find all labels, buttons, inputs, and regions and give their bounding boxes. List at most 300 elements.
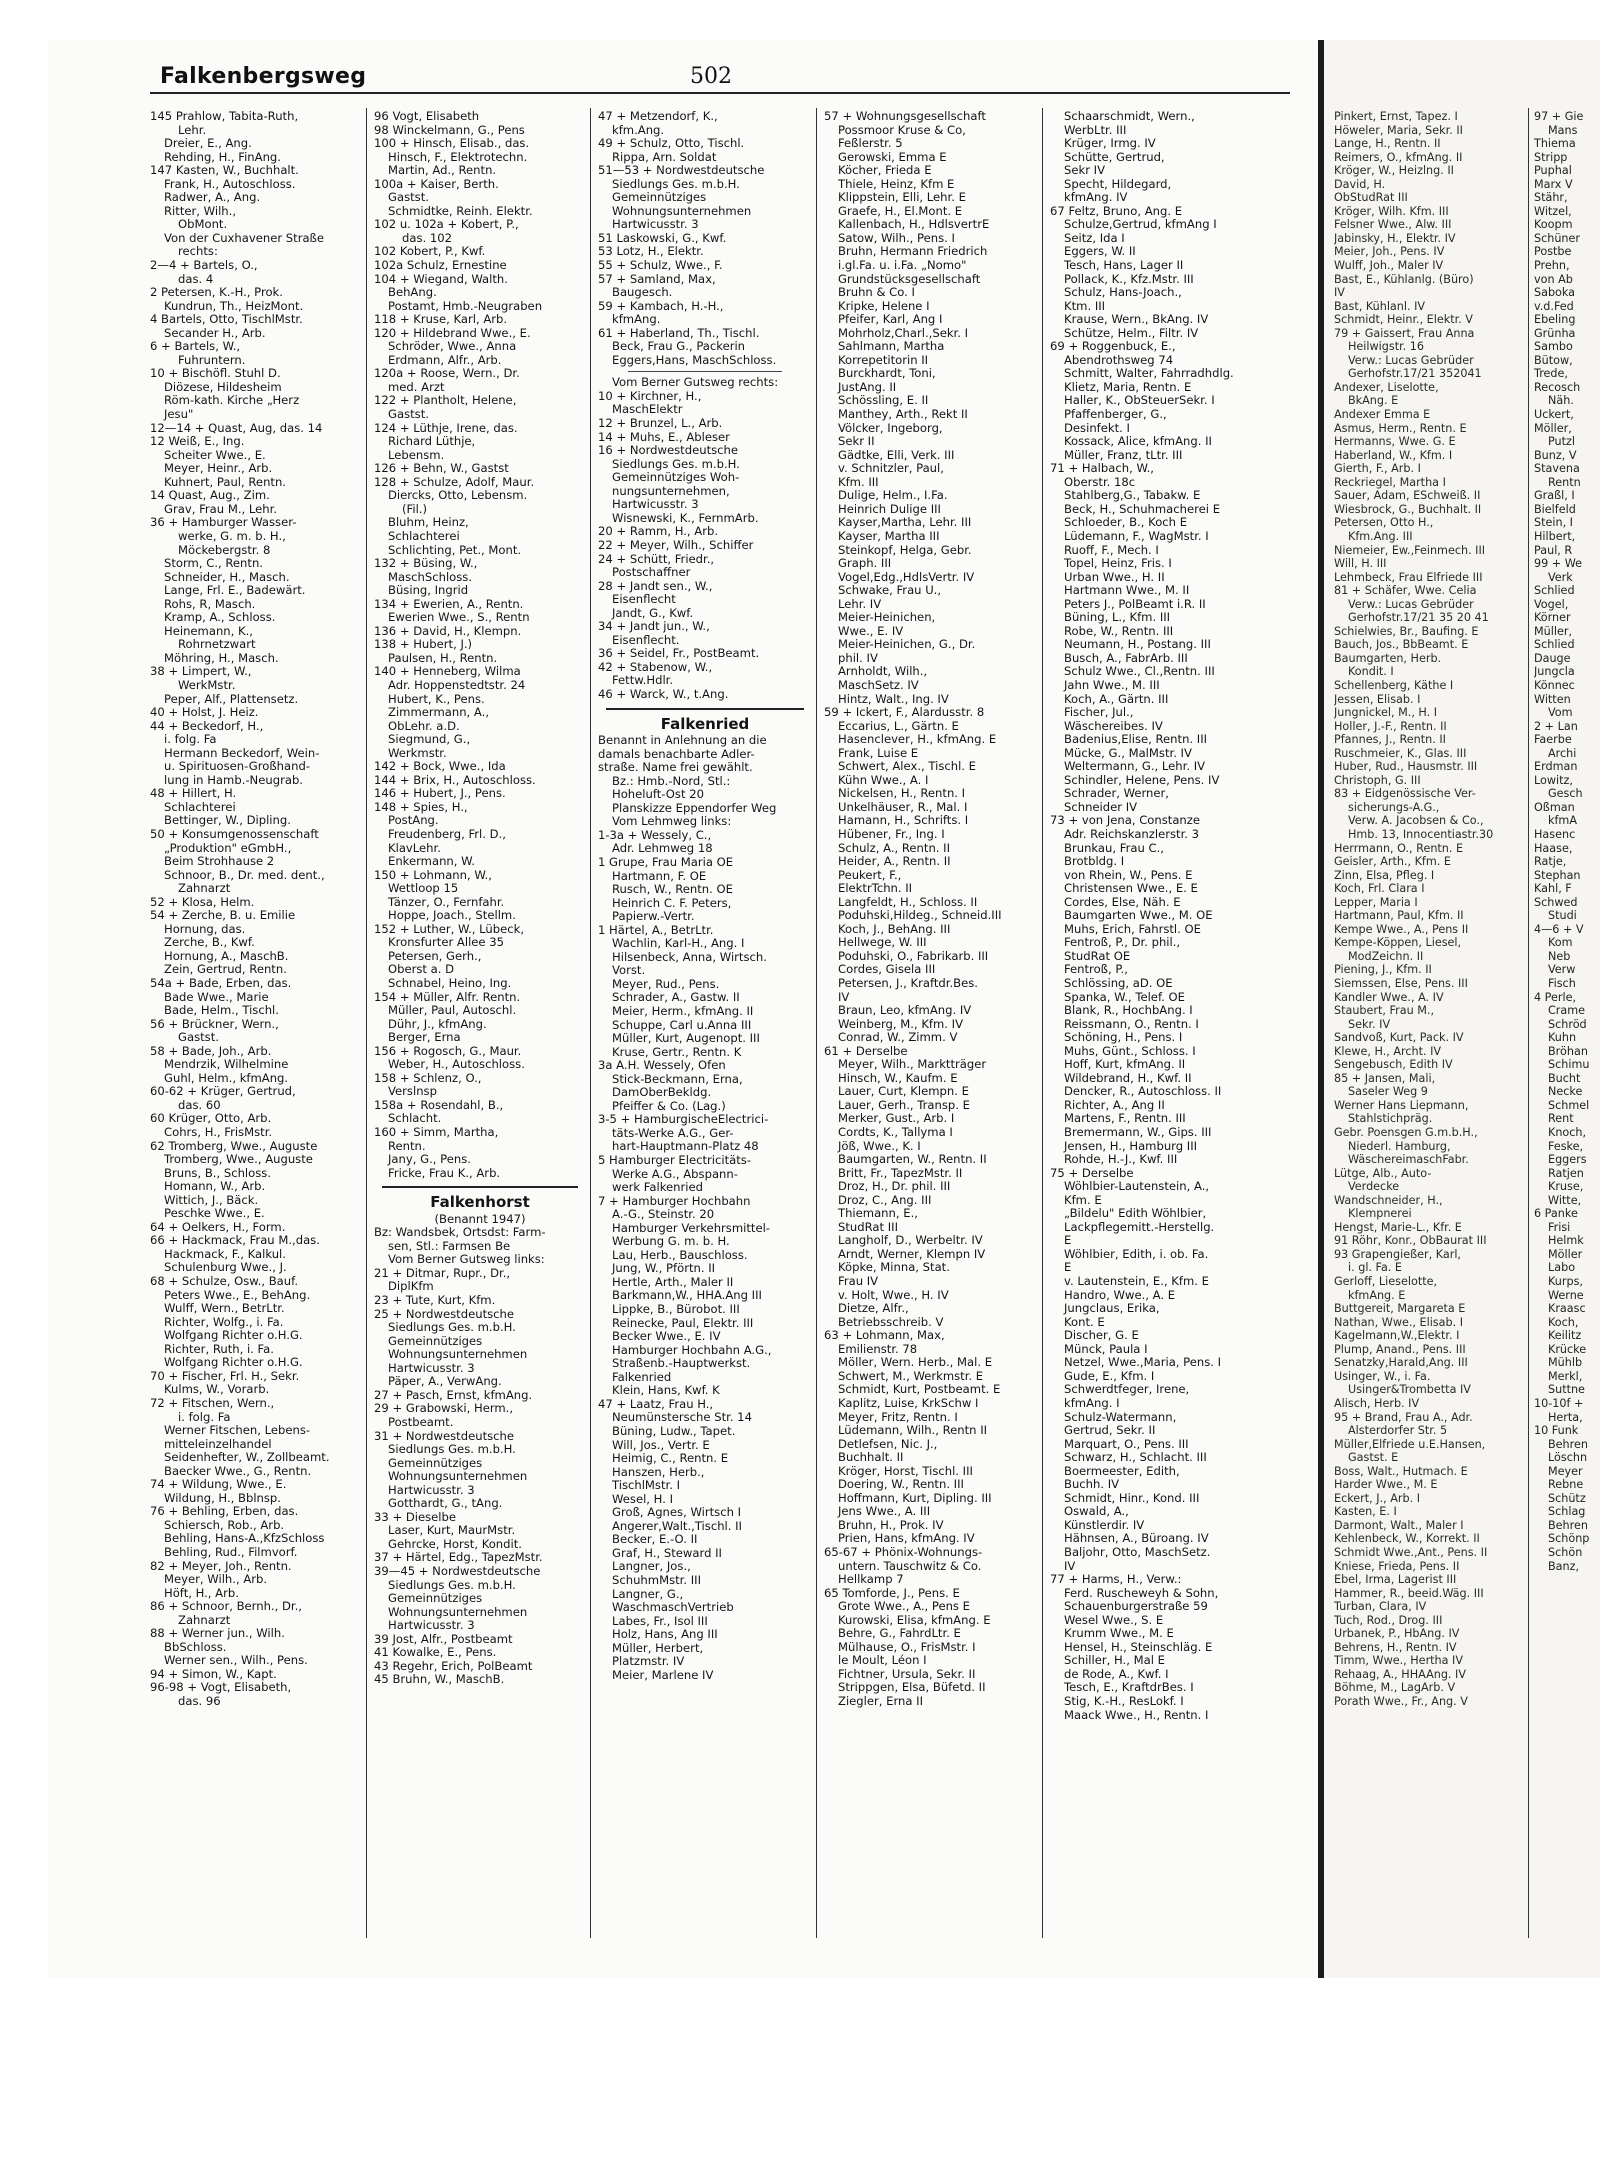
directory-entry: Kurps, bbox=[1548, 1275, 1583, 1289]
directory-entry: Hamburger Hochbahn A.G., bbox=[612, 1343, 772, 1357]
directory-entry: Schulze,Gertrud, kfmAng I bbox=[1064, 218, 1217, 232]
directory-entry: Zinn, Elsa, Pfleg. I bbox=[1334, 868, 1435, 882]
directory-entry: Buttgereit, Margareta E bbox=[1334, 1302, 1466, 1316]
directory-entry: rechts: bbox=[178, 245, 218, 259]
directory-entry: Schulenburg Wwe., J. bbox=[164, 1261, 287, 1275]
directory-entry: 72 + Fitschen, Wern., bbox=[150, 1396, 275, 1410]
directory-entry: 46 + Warck, W., t.Ang. bbox=[598, 687, 729, 701]
directory-entry: 4 Bartels, Otto, TischlMstr. bbox=[150, 313, 303, 327]
directory-entry: Erdman bbox=[1534, 760, 1578, 774]
directory-entry: Wiesbrock, G., Buchhalt. II bbox=[1334, 502, 1482, 516]
directory-entry: E bbox=[1064, 1234, 1072, 1248]
directory-entry: Helmk bbox=[1548, 1234, 1584, 1248]
street-header: Falkenbergsweg bbox=[160, 64, 367, 89]
directory-entry: Reckriegel, Martha I bbox=[1334, 475, 1446, 489]
directory-entry: 154 + Müller, Alfr. Rentn. bbox=[374, 990, 521, 1004]
directory-entry: 40 + Holst, J. Heiz. bbox=[150, 706, 259, 720]
directory-entry: Klietz, Maria, Rentn. E bbox=[1064, 380, 1192, 394]
directory-entry: Grundstücksgesellschaft bbox=[838, 272, 981, 286]
directory-entry: Schulz Wwe., Cl.,Rentn. III bbox=[1064, 665, 1215, 679]
directory-entry: A.-G., Steinstr. 20 bbox=[612, 1208, 715, 1222]
directory-entry: Schönp bbox=[1548, 1532, 1590, 1546]
directory-entry: Müller,Elfriede u.E.Hansen, bbox=[1334, 1437, 1486, 1451]
directory-entry: ObLehr. a.D. bbox=[388, 719, 460, 733]
directory-entry: Schmitt, Walter, Fahrradhdlg. bbox=[1064, 367, 1234, 381]
directory-entry: sen, Stl.: Farmsen Be bbox=[388, 1239, 511, 1253]
directory-entry: Verw. A. Jacobsen & Co., bbox=[1348, 814, 1484, 828]
directory-entry: E bbox=[1064, 1261, 1072, 1275]
directory-entry: 14 Quast, Aug., Zim. bbox=[150, 489, 270, 503]
directory-entry: Fichtner, Ursula, Sekr. II bbox=[838, 1667, 976, 1681]
directory-entry: Peukert, F., bbox=[838, 868, 902, 882]
directory-entry: Wildung, H., Bblnsp. bbox=[164, 1491, 281, 1505]
directory-entry: Thiema bbox=[1534, 137, 1576, 151]
directory-entry: Braun, Leo, kfmAng. IV bbox=[838, 1004, 972, 1018]
directory-entry: Schön bbox=[1548, 1545, 1583, 1559]
directory-entry: 102a Schulz, Ernestine bbox=[374, 259, 507, 273]
directory-entry: Muhs, Günt., Schloss. I bbox=[1064, 1044, 1196, 1058]
directory-entry: Siedlungs Ges. m.b.H. bbox=[612, 457, 740, 471]
directory-entry: Tänzer, O., Fernfahr. bbox=[388, 895, 505, 909]
directory-entry: Kossack, Alice, kfmAng. II bbox=[1064, 435, 1212, 449]
directory-entry: Meier, Herm., kfmAng. II bbox=[612, 1005, 754, 1018]
directory-entry: Oswald, A., bbox=[1064, 1505, 1129, 1519]
directory-entry: u. Spirituosen-Großhand- bbox=[164, 760, 310, 774]
directory-entry: 43 Regehr, Erich, PolBeamt bbox=[374, 1659, 533, 1673]
directory-entry: Graßl, I bbox=[1534, 489, 1575, 503]
directory-entry: Koch, J., BehAng. III bbox=[838, 922, 951, 936]
directory-entry: Schneider IV bbox=[1064, 800, 1138, 814]
directory-entry: von Rhein, W., Pens. E bbox=[1064, 868, 1193, 882]
directory-entry: Schütze, Helm., Filtr. IV bbox=[1064, 326, 1199, 340]
directory-entry: Lehmbeck, Frau Elfriede III bbox=[1334, 570, 1483, 584]
directory-entry: WäschereimaschFabr. bbox=[1348, 1153, 1469, 1167]
directory-entry: Bruhn, H., Prok. IV bbox=[838, 1518, 944, 1532]
directory-entry: Hähnsen, A., Büroang. IV bbox=[1064, 1532, 1209, 1546]
directory-entry: Merker, Gust., Arb. I bbox=[838, 1112, 955, 1126]
directory-entry: Hartmann, Paul, Kfm. II bbox=[1334, 909, 1464, 923]
directory-entry: Robe, W., Rentn. III bbox=[1064, 624, 1174, 638]
directory-entry: 60-62 + Krüger, Gertrud, bbox=[150, 1085, 296, 1099]
directory-entry: Stripp bbox=[1534, 150, 1568, 164]
directory-entry: Hellkamp 7 bbox=[838, 1573, 904, 1587]
directory-entry: 75 + Derselbe bbox=[1050, 1166, 1134, 1180]
directory-entry: Meier-Heinichen, bbox=[838, 611, 936, 625]
directory-entry: Ziegler, Erna II bbox=[838, 1694, 924, 1708]
directory-entry: Büning, Ludw., Tapet. bbox=[612, 1424, 736, 1438]
directory-entry: Gude, E., Kfm. I bbox=[1064, 1369, 1155, 1383]
directory-entry: Kondit. I bbox=[1348, 665, 1394, 679]
directory-entry: Necke bbox=[1548, 1085, 1583, 1099]
directory-entry: Plump, Anand., Pens. III bbox=[1334, 1342, 1466, 1356]
directory-entry: Sandvoß, Kurt, Pack. IV bbox=[1334, 1031, 1464, 1045]
directory-entry: sicherungs-A.G., bbox=[1348, 800, 1440, 814]
directory-entry: Will, Jos., Vertr. E bbox=[612, 1438, 710, 1452]
directory-entry: Keilitz bbox=[1548, 1329, 1582, 1343]
directory-entry: Pollack, K., Kfz.Mstr. III bbox=[1064, 272, 1194, 286]
directory-entry: Höft, H., Arb. bbox=[164, 1586, 239, 1600]
directory-entry: Hoppe, Joach., Stellm. bbox=[388, 909, 516, 923]
directory-entry: 63 + Lohmann, Max, bbox=[824, 1329, 945, 1343]
directory-entry: Bremermann, W., Gips. III bbox=[1064, 1126, 1212, 1140]
street-section-title: Falkenried bbox=[660, 714, 750, 733]
directory-entry: Bast, E., Kühlanlg. (Büro) bbox=[1334, 272, 1474, 286]
directory-entry: Desinfekt. I bbox=[1064, 421, 1130, 435]
directory-entry: Heinrich Dulige III bbox=[838, 502, 941, 516]
directory-entry: Christoph, G. III bbox=[1334, 773, 1421, 787]
directory-entry: Schwake, Frau U., bbox=[838, 584, 942, 598]
directory-entry: PostAng. bbox=[388, 814, 439, 828]
directory-entry: Schloeder, B., Koch E bbox=[1064, 516, 1188, 530]
directory-entry: Steinkopf, Helga, Gebr. bbox=[838, 543, 972, 557]
section-rule bbox=[606, 708, 804, 710]
directory-entry: Fisch bbox=[1548, 977, 1576, 990]
directory-entry: Eckert, J., Arb. I bbox=[1334, 1491, 1421, 1505]
directory-entry: Petersen, Otto H., bbox=[1334, 516, 1434, 530]
column-divider bbox=[1528, 108, 1529, 1938]
directory-entry: 14 + Muhs, E., Ableser bbox=[598, 430, 730, 444]
directory-entry: Wisnewski, K., FernmArb. bbox=[612, 511, 759, 525]
directory-entry: Saseler Weg 9 bbox=[1348, 1085, 1428, 1099]
directory-entry: nungsunternehmen, bbox=[612, 484, 730, 498]
directory-entry: Haberland, W., Kfm. I bbox=[1334, 448, 1453, 462]
directory-entry: Turban, Clara, IV bbox=[1334, 1600, 1427, 1614]
directory-entry: Hermanns, Wwe. G. E bbox=[1334, 435, 1456, 449]
directory-entry: 2 Petersen, K.-H., Prok. bbox=[150, 286, 283, 300]
directory-entry: 28 + Jandt sen., W., bbox=[598, 579, 713, 593]
directory-entry: Knoch, bbox=[1548, 1126, 1587, 1140]
directory-entry: Boermeester, Edith, bbox=[1064, 1464, 1180, 1478]
directory-entry: Münck, Paula I bbox=[1064, 1342, 1148, 1356]
directory-entry: Hintz, Walt., Ing. IV bbox=[838, 692, 949, 706]
directory-entry: straße. Name frei gewählt. bbox=[598, 761, 753, 775]
directory-entry: Peper, Alf., Plattensetz. bbox=[164, 692, 299, 706]
directory-entry: von Ab bbox=[1534, 272, 1573, 286]
directory-entry: Scheiter Wwe., E. bbox=[164, 448, 266, 462]
directory-entry: Baumgarten, W., Rentn. II bbox=[838, 1153, 987, 1167]
directory-entry: Meyer bbox=[1548, 1464, 1583, 1478]
directory-entry: 91 Röhr, Konr., ObBaurat III bbox=[1334, 1234, 1487, 1248]
directory-entry: 20 + Ramm, H., Arb. bbox=[598, 525, 719, 539]
directory-entry: Zahnarzt bbox=[178, 882, 231, 896]
directory-entry: Staubert, Frau M., bbox=[1334, 1004, 1435, 1018]
directory-entry: Schmidtke, Reinh. Elektr. bbox=[388, 204, 533, 218]
directory-entry: Postamt, Hmb.-Neugraben bbox=[388, 299, 543, 313]
directory-entry: Baumgarten, Herb. bbox=[1334, 651, 1442, 665]
directory-entry: Schlag bbox=[1548, 1505, 1586, 1519]
directory-entry: Detlefsen, Nic. J., bbox=[838, 1437, 938, 1451]
directory-entry: Rehaag, A., HHAAng. IV bbox=[1334, 1667, 1466, 1681]
directory-entry: Studi bbox=[1548, 909, 1577, 923]
directory-entry: 52 + Klosa, Helm. bbox=[150, 895, 255, 909]
directory-entry: Kempe Wwe., A., Pens II bbox=[1334, 922, 1469, 936]
directory-entry: Schütte, Gertrud, bbox=[1064, 150, 1165, 164]
directory-entry: Schuppe, Carl u.Anna III bbox=[612, 1018, 752, 1032]
directory-entry: Schlachterei bbox=[164, 800, 236, 814]
directory-entry: Wettloop 15 bbox=[388, 882, 459, 896]
directory-entry: 59 + Kambach, H.-H., bbox=[598, 299, 724, 313]
directory-entry: 36 + Seidel, Fr., PostBeamt. bbox=[598, 647, 760, 661]
directory-entry: Paulsen, H., Rentn. bbox=[388, 651, 498, 665]
directory-entry: Büsing, Ingrid bbox=[388, 584, 469, 598]
directory-entry: 25 + Nordwestdeutsche bbox=[374, 1307, 515, 1321]
directory-entry: 124 + Lüthje, Irene, das. bbox=[374, 421, 518, 435]
directory-entry: Boss, Walt., Hutmach. E bbox=[1334, 1464, 1468, 1478]
directory-entry: Meier, Joh., Pens. IV bbox=[1334, 245, 1445, 259]
directory-entry: Puphal bbox=[1534, 164, 1572, 178]
directory-entry: Kfm. E bbox=[1064, 1193, 1102, 1207]
directory-entry: 47 + Laatz, Frau H., bbox=[598, 1397, 714, 1411]
directory-entry: MaschElektr bbox=[612, 403, 683, 417]
directory-entry: Hartwicusstr. 3 bbox=[612, 218, 699, 232]
directory-entry: 96-98 + Vogt, Elisabeth, bbox=[150, 1681, 292, 1695]
directory-entry: Körner bbox=[1534, 611, 1571, 625]
directory-entry: Hornung, das. bbox=[164, 922, 246, 936]
directory-entry: Neb bbox=[1548, 949, 1571, 963]
directory-entry: Papierw.-Vertr. bbox=[612, 910, 695, 924]
directory-entry: Lauer, Gerh., Transp. E bbox=[838, 1098, 970, 1112]
directory-entry: Kempe-Köppen, Liesel, bbox=[1334, 936, 1462, 950]
directory-entry: Hellwege, W. III bbox=[838, 936, 927, 950]
directory-entry: Heilwigstr. 16 bbox=[1348, 340, 1425, 354]
directory-entry: Alsterdorfer Str. 5 bbox=[1348, 1424, 1448, 1438]
directory-entry: Lange, Frl. E., Badewärt. bbox=[164, 584, 306, 598]
directory-entry: 150 + Lohmann, W., bbox=[374, 868, 492, 882]
directory-entry: MaschSetz. IV bbox=[838, 678, 919, 692]
directory-entry: 10 + Kirchner, H., bbox=[598, 389, 702, 403]
directory-entry: Wöhlbier, Edith, i. ob. Fa. bbox=[1064, 1247, 1209, 1261]
directory-entry: Doering, W., Rentn. III bbox=[838, 1478, 964, 1492]
directory-entry: 97 + Gie bbox=[1534, 110, 1584, 123]
directory-entry: Strippgen, Elsa, Büfetd. II bbox=[838, 1681, 986, 1695]
directory-entry: Abendrothsweg 74 bbox=[1064, 353, 1174, 367]
directory-entry: 27 + Pasch, Ernst, kfmAng. bbox=[374, 1388, 533, 1402]
directory-entry: Möller bbox=[1548, 1247, 1583, 1261]
directory-entry: 71 + Halbach, W., bbox=[1050, 462, 1154, 476]
directory-entry: Böhme, M., LagArb. V bbox=[1334, 1681, 1456, 1695]
directory-entry: 104 + Wiegand, Walth. bbox=[374, 272, 508, 286]
directory-entry: Ktm. III bbox=[1064, 299, 1106, 313]
directory-entry: Gerloff, Lieselotte, bbox=[1334, 1275, 1438, 1289]
directory-entry: das. 60 bbox=[178, 1098, 221, 1112]
directory-entry: Kagelmann,W.,Elektr. I bbox=[1334, 1329, 1460, 1343]
directory-entry: 66 + Hackmack, Frau M.,das. bbox=[150, 1234, 320, 1248]
directory-entry: Kfm.Ang. III bbox=[1348, 529, 1413, 543]
directory-entry: kfmAng. bbox=[612, 313, 661, 327]
directory-entry: Hmb. 13, Innocentiastr.30 bbox=[1348, 827, 1494, 841]
directory-entry: untern. Tauschwitz & Co. bbox=[838, 1559, 982, 1573]
directory-entry: Wolfgang Richter o.H.G. bbox=[164, 1356, 303, 1370]
directory-entry: Lepper, Maria I bbox=[1334, 895, 1418, 909]
directory-entry: Hermann Beckedorf, Wein- bbox=[164, 746, 320, 760]
directory-entry: Hoheluft-Ost 20 bbox=[612, 788, 704, 802]
directory-entry: v.d.Fed bbox=[1534, 299, 1574, 313]
directory-entry: 39 Jost, Alfr., Postbeamt bbox=[374, 1632, 513, 1646]
directory-entry: 98 Winckelmann, G., Pens bbox=[374, 123, 525, 137]
directory-entry: Siemssen, Else, Pens. III bbox=[1334, 977, 1468, 990]
directory-entry: phil. IV bbox=[838, 651, 878, 665]
directory-entry: Bruhn, Hermann Friedrich bbox=[838, 245, 988, 259]
directory-entry: Koopm bbox=[1534, 218, 1573, 232]
directory-entry: Jesu" bbox=[164, 408, 194, 422]
directory-entry: JustAng. II bbox=[838, 380, 897, 394]
directory-entry: Verw.: Lucas Gebrüder bbox=[1348, 597, 1474, 611]
directory-entry: Blank, R., HochbAng. I bbox=[1064, 1004, 1193, 1018]
directory-entry: Reinecke, Paul, Elektr. III bbox=[612, 1316, 754, 1330]
directory-entry: 120a + Roose, Wern., Dr. bbox=[374, 367, 520, 381]
directory-entry: Meier-Heinichen, G., Dr. bbox=[838, 638, 976, 652]
directory-entry: WerkMstr. bbox=[178, 678, 236, 692]
directory-entry: Eggers bbox=[1548, 1153, 1587, 1167]
directory-entry: Lowitz, bbox=[1534, 773, 1573, 787]
directory-entry: Lebensm. bbox=[388, 448, 445, 462]
directory-entry: Jany, G., Pens. bbox=[388, 1153, 471, 1167]
directory-entry: Vom Lehmweg links: bbox=[612, 815, 732, 829]
directory-entry: Britt, Fr., TapezMstr. II bbox=[838, 1166, 963, 1180]
directory-entry: Ebeling bbox=[1534, 313, 1576, 327]
directory-entry: Vogel, bbox=[1534, 597, 1569, 611]
directory-entry: Maack Wwe., H., Rentn. I bbox=[1064, 1708, 1209, 1722]
directory-entry: Ratjen bbox=[1548, 1166, 1584, 1180]
directory-entry: Stähr, bbox=[1534, 191, 1568, 205]
directory-entry: Lüdemann, F., WagMstr. I bbox=[1064, 529, 1209, 543]
directory-entry: 39—45 + Nordwestdeutsche bbox=[374, 1564, 541, 1578]
directory-entry: Schimu bbox=[1548, 1058, 1590, 1072]
directory-entry: 160 + Simm, Martha, bbox=[374, 1126, 499, 1140]
directory-entry: 134 + Ewerien, A., Rentn. bbox=[374, 597, 524, 611]
directory-entry: 2—4 + Bartels, O., bbox=[150, 259, 258, 273]
directory-entry: Huber, Rud., Hausmstr. III bbox=[1334, 760, 1478, 774]
directory-entry: Hoff, Kurt, kfmAng. II bbox=[1064, 1058, 1186, 1072]
directory-entry: Rentn bbox=[1548, 475, 1581, 489]
directory-entry: Jungcla bbox=[1534, 665, 1575, 679]
directory-entry: Postbeamt. bbox=[388, 1415, 454, 1429]
directory-entry: 1 Grupe, Frau Maria OE bbox=[598, 855, 734, 869]
directory-entry: 96 Vogt, Elisabeth bbox=[374, 110, 480, 123]
directory-entry: Kfm. III bbox=[838, 475, 879, 489]
directory-entry: Schauenburgerstraße 59 bbox=[1064, 1600, 1208, 1614]
directory-entry: Kurowski, Elisa, kfmAng. E bbox=[838, 1613, 991, 1627]
directory-entry: Sekr IV bbox=[1064, 164, 1106, 178]
directory-entry: Wohnungsunternehmen bbox=[388, 1605, 528, 1619]
directory-entry: StudRat OE bbox=[1064, 949, 1131, 963]
directory-entry: Stahlberg,G., Tabakw. E bbox=[1064, 489, 1201, 503]
directory-entry: Behling, Hans-A.,KfzSchloss bbox=[164, 1532, 325, 1546]
directory-entry: 156 + Rogosch, G., Maur. bbox=[374, 1044, 522, 1058]
directory-column-3 bbox=[598, 110, 812, 1950]
directory-entry: Fentroß, P., Dr. phil., bbox=[1064, 936, 1181, 950]
directory-entry: 126 + Behn, W., Gastst bbox=[374, 462, 509, 476]
directory-entry: Meyer, Fritz, Rentn. I bbox=[838, 1410, 958, 1424]
directory-entry: 21 + Ditmar, Rupr., Dr., bbox=[374, 1266, 511, 1280]
directory-entry: Laser, Kurt, MaurMstr. bbox=[388, 1524, 516, 1538]
directory-entry: 136 + David, H., Klempn. bbox=[374, 624, 522, 638]
directory-entry: 64 + Oelkers, H., Form. bbox=[150, 1220, 286, 1234]
directory-entry: Eisenflecht. bbox=[612, 633, 680, 647]
directory-entry: Haller, K., ObSteuerSekr. I bbox=[1064, 394, 1215, 408]
directory-entry: Lüdemann, Wilh., Rentn II bbox=[838, 1424, 988, 1438]
directory-entry: Kayser, Martha III bbox=[838, 529, 940, 543]
directory-entry: Vorst. bbox=[612, 964, 646, 978]
directory-entry: Martin, Ad., Rentn. bbox=[388, 164, 497, 178]
directory-entry: Muhs, Erich, Fahrstl. OE bbox=[1064, 922, 1201, 936]
directory-entry: Urban Wwe., H. II bbox=[1064, 570, 1165, 584]
directory-entry: Neumann, H., Postang. III bbox=[1064, 638, 1211, 652]
directory-entry: Schnoor, B., Dr. med. dent., bbox=[164, 868, 325, 882]
directory-entry: Werkmstr. bbox=[388, 746, 447, 760]
directory-entry: Mücke, G., MalMstr. IV bbox=[1064, 746, 1192, 760]
directory-entry: Saboka bbox=[1534, 286, 1576, 300]
directory-entry: Gastst. bbox=[388, 408, 429, 422]
directory-entry: Pinkert, Ernst, Tapez. I bbox=[1334, 110, 1458, 123]
directory-entry: Graph. III bbox=[838, 557, 892, 571]
directory-entry: „Bildelu" Edith Wöhlbier, bbox=[1064, 1207, 1207, 1221]
directory-entry: Könnec bbox=[1534, 678, 1575, 692]
directory-entry: Dühr, J., kfmAng. bbox=[388, 1017, 487, 1031]
directory-entry: Diercks, Otto, Lebensm. bbox=[388, 489, 528, 503]
directory-entry: Zein, Gertrud, Rentn. bbox=[164, 963, 287, 977]
directory-entry: Bütow, bbox=[1534, 353, 1573, 367]
page-number: 502 bbox=[690, 64, 732, 89]
column-divider bbox=[1042, 108, 1043, 1938]
right-page-edge-column bbox=[1534, 110, 1600, 1950]
directory-entry: Schmel bbox=[1548, 1098, 1590, 1112]
directory-entry: Wittich, J., Bäck. bbox=[164, 1193, 259, 1207]
directory-entry: Radwer, A., Ang. bbox=[164, 191, 261, 205]
directory-entry: Buchh. IV bbox=[1064, 1478, 1120, 1492]
directory-entry: Meyer, Wilh., Marktträger bbox=[838, 1058, 987, 1072]
directory-entry: 140 + Henneberg, Wilma bbox=[374, 665, 521, 679]
directory-entry: Christensen Wwe., E. E bbox=[1064, 882, 1198, 896]
directory-entry: Klein, Hans, Kwf. K bbox=[612, 1384, 720, 1398]
directory-entry: i. gl. Fa. E bbox=[1348, 1261, 1402, 1275]
directory-entry: Weinberg, M., Kfm. IV bbox=[838, 1017, 964, 1031]
directory-entry: 57 + Samland, Max, bbox=[598, 272, 716, 286]
directory-entry: Bz: Wandsbek, Ortsdst: Farm- bbox=[374, 1226, 546, 1240]
directory-column-5 bbox=[1050, 110, 1300, 1950]
directory-entry: Buchhalt. II bbox=[838, 1451, 904, 1465]
directory-entry: Hamburger Verkehrsmittel- bbox=[612, 1221, 770, 1235]
directory-entry: Schiersch, Rob., Arb. bbox=[164, 1518, 285, 1532]
directory-entry: Höweler, Maria, Sekr. II bbox=[1334, 123, 1463, 137]
directory-entry: Manthey, Arth., Rekt II bbox=[838, 408, 968, 422]
directory-entry: Specht, Hildegard, bbox=[1064, 177, 1172, 191]
directory-entry: DiplKfm bbox=[388, 1280, 434, 1294]
directory-entry: Heider, A., Rentn. II bbox=[838, 855, 951, 869]
directory-entry: Gastst. E bbox=[1348, 1451, 1399, 1465]
directory-entry: Hartmann, F. OE bbox=[612, 869, 707, 883]
directory-entry: Schwed bbox=[1534, 895, 1578, 909]
directory-entry: Behre, G., FahrdLtr. E bbox=[838, 1627, 961, 1641]
directory-entry: Gerowski, Emma E bbox=[838, 150, 947, 164]
directory-entry: Möller, Wern. Herb., Mal. E bbox=[838, 1356, 993, 1370]
directory-entry: 57 + Wohnungsgesellschaft bbox=[824, 110, 986, 123]
directory-entry: Petersen, J., Kraftdr.Bes. bbox=[838, 977, 978, 990]
directory-entry: Hinsch, W., Kaufm. E bbox=[838, 1071, 958, 1085]
directory-entry: Schwerdtfeger, Irene, bbox=[1064, 1383, 1190, 1397]
directory-entry: Kuhn bbox=[1548, 1031, 1577, 1045]
directory-entry: Sauer, Adam, ESchweiß. II bbox=[1334, 489, 1481, 503]
directory-entry: 3a A.H. Wessely, Ofen bbox=[598, 1059, 726, 1073]
directory-entry: Asmus, Herm., Rentn. E bbox=[1334, 421, 1467, 435]
directory-entry: Lütge, Alb., Auto- bbox=[1334, 1166, 1432, 1180]
directory-entry: Dauge bbox=[1534, 651, 1571, 665]
directory-entry: Barkmann,W., HHA.Ang III bbox=[612, 1289, 762, 1303]
directory-entry: Meyer, Heinr., Arb. bbox=[164, 462, 273, 476]
directory-entry: Möckebergstr. 8 bbox=[178, 543, 271, 557]
directory-entry: Jung, W., Pförtn. II bbox=[612, 1262, 716, 1276]
directory-entry: Frisi bbox=[1548, 1220, 1571, 1234]
